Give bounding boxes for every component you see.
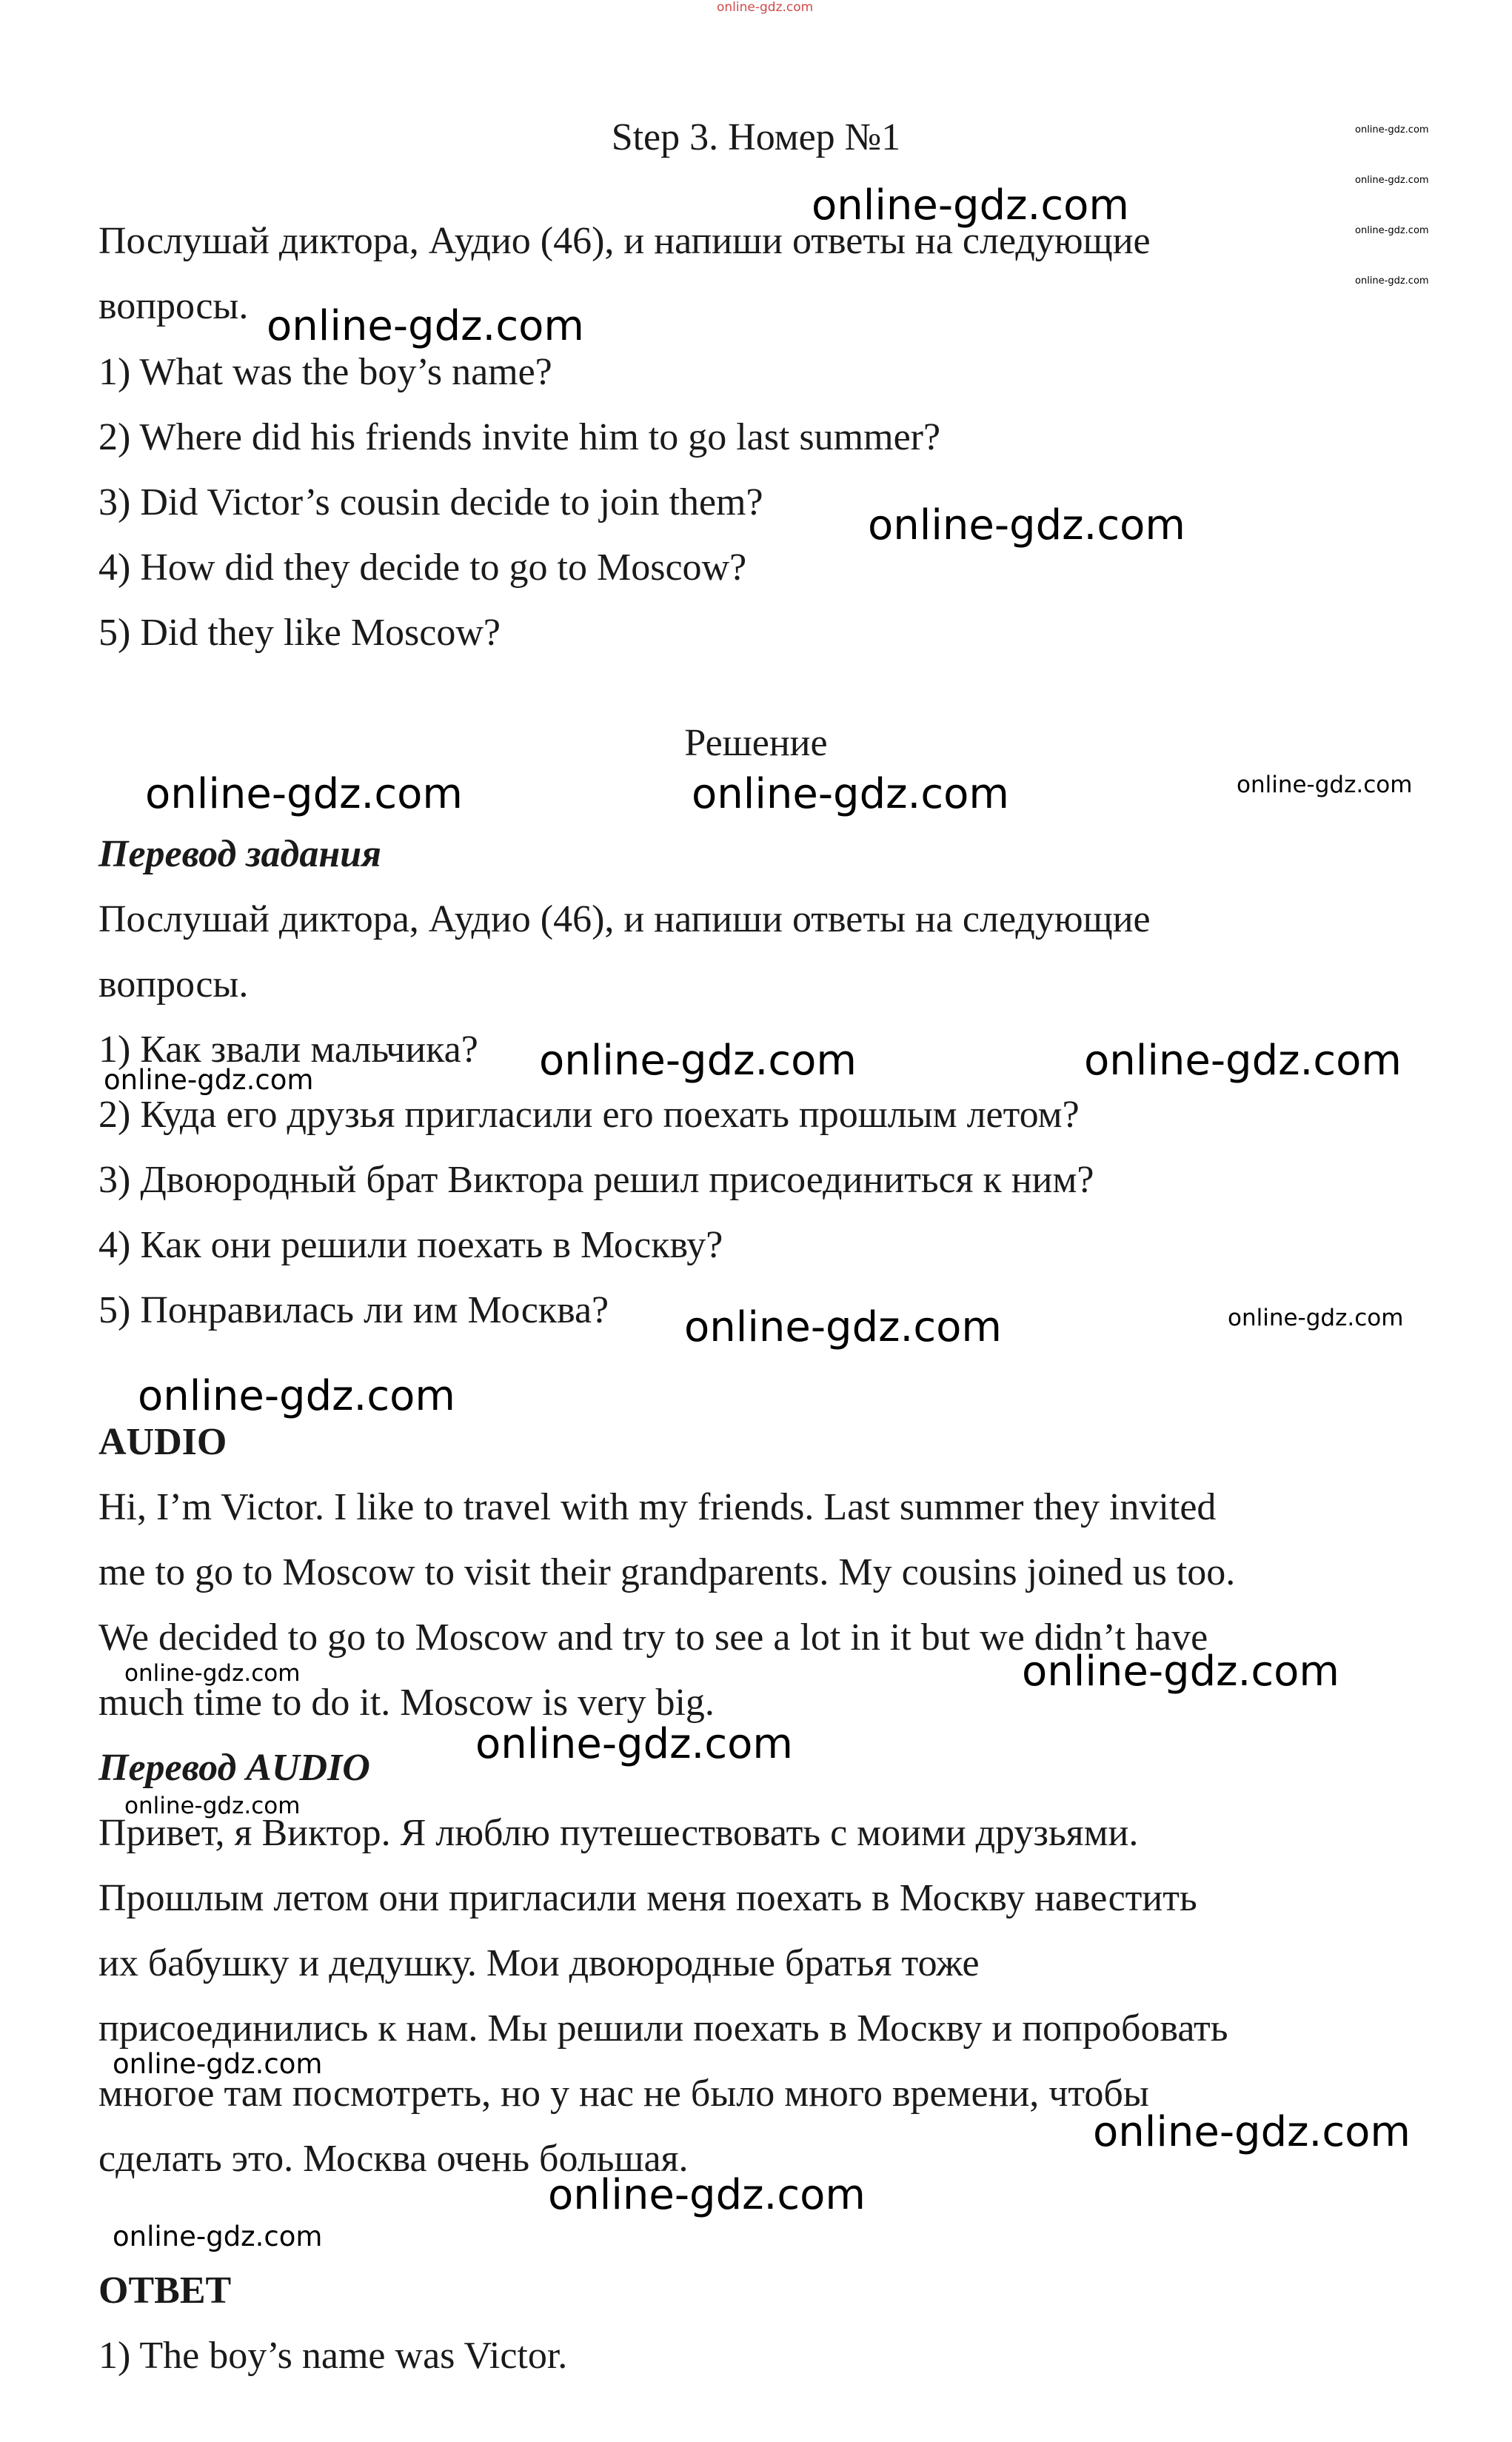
watermark: online-gdz.com [104, 1064, 314, 1096]
task-intro-line-1: Послушай диктора, Аудио (46), и напиши ответы на следующие [98, 220, 1151, 262]
watermark: online-gdz.com [1355, 225, 1429, 236]
watermark: online-gdz.com [138, 1372, 455, 1420]
audio-heading: AUDIO [98, 1421, 227, 1463]
answer-line: 1) The boy’s name was Victor. [98, 2335, 568, 2377]
watermark: online-gdz.com [475, 1720, 793, 1768]
watermark: online-gdz.com [692, 770, 1009, 818]
watermark: online-gdz.com [812, 181, 1129, 230]
site-mark-top: online-gdz.com [717, 0, 814, 15]
translation-intro-line-2: вопросы. [98, 963, 249, 1006]
translation-question: 2) Куда его друзья пригласили его поехать прошлым летом? [98, 1094, 1080, 1136]
translation-question: 4) Как они решили поехать в Москву? [98, 1224, 723, 1266]
task-question: 2) Where did his friends invite him to go last summer? [98, 416, 941, 458]
watermark: online-gdz.com [1228, 1305, 1404, 1331]
audio-text-line: much time to do it. Moscow is very big. [98, 1682, 715, 1724]
task-question: 3) Did Victor’s cousin decide to join them? [98, 481, 763, 523]
translation-question: 1) Как звали мальчика? [98, 1028, 478, 1071]
watermark: online-gdz.com [145, 770, 463, 818]
task-question: 5) Did they like Moscow? [98, 612, 501, 654]
watermark: online-gdz.com [124, 1793, 301, 1819]
audio-translation-line: присоединились к нам. Мы решили поехать в Москву и попробовать [98, 2007, 1228, 2050]
audio-text-line: We decided to go to Moscow and try to see a lot in it but we didn’t have [98, 1616, 1208, 1659]
audio-translation-line: Прошлым летом они пригласили меня поехать в Москву навестить [98, 1877, 1197, 1919]
watermark: online-gdz.com [267, 302, 584, 350]
task-question: 1) What was the boy’s name? [98, 351, 552, 393]
audio-translation-line: многое там посмотреть, но у нас не было много времени, чтобы [98, 2073, 1149, 2115]
audio-translation-line: Привет, я Виктор. Я люблю путешествовать с моими друзьями. [98, 1812, 1139, 1854]
translation-intro-line-1: Послушай диктора, Аудио (46), и напиши ответы на следующие [98, 898, 1151, 940]
task-intro-line-2: вопросы. [98, 285, 249, 327]
watermark: online-gdz.com [1355, 275, 1429, 287]
watermark: online-gdz.com [124, 1660, 301, 1687]
page-title: Step 3. Номер №1 [611, 116, 901, 158]
audio-translation-line: сделать это. Москва очень большая. [98, 2138, 689, 2180]
audio-translation-line: их бабушку и дедушку. Мои двоюродные братья тоже [98, 1942, 980, 1984]
answer-heading: ОТВЕТ [98, 2269, 232, 2312]
watermark: online-gdz.com [113, 2221, 323, 2252]
watermark: online-gdz.com [868, 501, 1185, 549]
watermark: online-gdz.com [1355, 175, 1429, 186]
watermark: online-gdz.com [1093, 2108, 1411, 2156]
audio-text-line: me to go to Moscow to visit their grandparents. My cousins joined us too. [98, 1551, 1236, 1593]
watermark: online-gdz.com [1355, 124, 1429, 136]
watermark: online-gdz.com [1084, 1037, 1402, 1085]
audio-text-line: Hi, I’m Victor. I like to travel with my friends. Last summer they invited [98, 1486, 1217, 1528]
watermark: online-gdz.com [684, 1303, 1002, 1351]
translation-question: 3) Двоюродный брат Виктора решил присоединиться к ним? [98, 1159, 1094, 1201]
task-question: 4) How did they decide to go to Moscow? [98, 546, 747, 589]
watermark: online-gdz.com [548, 2171, 866, 2219]
audio-translation-heading: Перевод AUDIO [98, 1747, 370, 1789]
solution-heading: Решение [684, 722, 828, 764]
watermark: online-gdz.com [1237, 772, 1413, 798]
translation-question: 5) Понравилась ли им Москва? [98, 1289, 609, 1331]
task-translation-heading: Перевод задания [98, 833, 381, 875]
watermark: online-gdz.com [113, 2048, 323, 2080]
watermark: online-gdz.com [1022, 1647, 1339, 1696]
watermark: online-gdz.com [539, 1037, 857, 1085]
